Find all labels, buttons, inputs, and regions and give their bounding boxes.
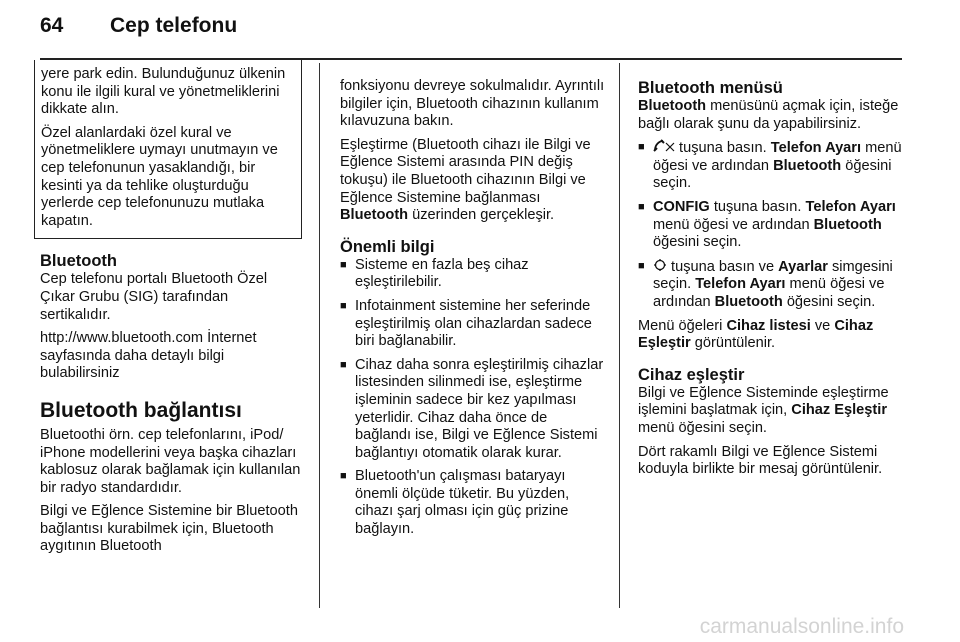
bluetooth-menu-heading: Bluetooth menüsü <box>638 79 783 97</box>
connection-heading: Bluetooth bağlantısı <box>40 398 242 422</box>
page-title: Cep telefonu <box>110 14 238 37</box>
bluetooth-paragraph-1: Cep telefonu portalı Bluetooth Özel Çıkar Grubu (SIG) tarafından sertikalıdır. <box>40 271 268 323</box>
menu-list <box>638 139 903 311</box>
pair-paragraph-1: Bilgi ve Eğlence Sisteminde eşleştirme işlemini başlatmak için, Cihaz Eşleştir menü öğesini seçin. <box>638 384 889 436</box>
column-divider-1 <box>319 63 320 608</box>
note-paragraph-1: yere park edin. Bulunduğunuz ülkenin konu ile ilgili kural ve yönetmeliklerini dikkate alın. <box>41 66 286 118</box>
important-heading: Önemli bilgi <box>340 237 435 256</box>
list-item: ■ CONFIG tuşuna basın. Telefon Ayarı menü öğesi ve ardından Bluetooth öğesini seçin. <box>638 199 903 252</box>
pair-paragraph-2: Dört rakamlı Bilgi ve Eğlence Sistemi koduyla birlikte bir mesaj görüntülenir. <box>638 443 883 478</box>
phone-icon <box>653 140 675 156</box>
list-item: ■ Bluetooth'un çalışması bataryayı önemli ölçüde tüketir. Bu yüzden, cihazı şarj olması için güç prizine bağlayın. <box>340 468 605 538</box>
column-1-body <box>34 251 302 556</box>
connection-paragraph-1: Bluetoothi örn. cep telefonlarını, iPod/ iPhone modellerini veya başka cihazları kablosuz olarak bağlamak için kullanılan bir radyo standardıdır. <box>40 426 301 496</box>
col2-paragraph-1: fonksiyonu devreye sokulmalıdır. Ayrıntılı bilgiler için, Bluetooth cihazının kullanım kılavuzuna bakın. <box>340 78 605 130</box>
page-header <box>40 14 237 38</box>
watermark: carmanualsonline.info <box>699 615 904 638</box>
list-item: ■ tuşuna basın ve Ayarlar simgesini seçin. Telefon Ayarı menü öğesi ve ardından Bluetooth öğesini seçin. <box>638 258 903 312</box>
column-1 <box>34 60 302 562</box>
list-item: ■ Sisteme en fazla beş cihaz eşleştirilebilir. <box>340 257 605 292</box>
list-item: ■ Infotainment sistemine her seferinde eşleştirilmiş olan cihazlardan sadece biri bağlanabilir. <box>340 298 605 351</box>
settings-icon <box>653 259 667 275</box>
menu-paragraph-1: Bluetooth menüsünü açmak için, isteğe bağlı olarak şunu da yapabilirsiniz. <box>638 98 899 132</box>
note-box <box>34 60 302 239</box>
pair-device-heading: Cihaz eşleştir <box>638 365 745 384</box>
list-item: ■ tuşuna basın. Telefon Ayarı menü öğesi ve ardından Bluetooth öğesini seçin. <box>638 139 903 193</box>
connection-paragraph-2: Bilgi ve Eğlence Sistemine bir Bluetooth bağlantısı kurabilmek için, Bluetooth aygıtının Bluetooth <box>40 503 298 555</box>
column-divider-2 <box>619 63 620 608</box>
important-list <box>340 257 605 539</box>
menu-paragraph-2: Menü öğeleri Cihaz listesi ve Cihaz Eşleştir görüntülenir. <box>638 317 874 352</box>
bluetooth-paragraph-2: http://www.bluetooth.com İnternet sayfasında daha detaylı bilgi bulabilirsiniz <box>40 330 257 382</box>
column-3 <box>638 78 903 485</box>
col2-paragraph-2: Eşleştirme (Bluetooth cihazı ile Bilgi ve Eğlence Sistemi arasında PIN değiş tokuşu) ile Bluetooth cihazının Bilgi ve Eğlence Sistemine bağlanması Bluetooth üzerinden gerçekleşir. <box>340 136 591 224</box>
column-2 <box>340 78 605 545</box>
page-number: 64 <box>40 14 64 37</box>
list-item: ■ Cihaz daha sonra eşleştirilmiş cihazlar listesinden silinmedi ise, eşleştirme işleminin sadece bir kez yapılması yeterlidir. Cihaz daha önce de bağlandı ise, Bilgi ve Eğlence Sistemi bağlantıyı otomatik olarak kurar. <box>340 357 605 463</box>
bluetooth-heading: Bluetooth <box>40 252 117 271</box>
note-paragraph-2: Özel alanlardaki özel kural ve yönetmeliklere uymayı unutmayın ve cep telefonunun yasaklandığı, bir kesinti ya da tehlike oluşturduğu yerlerde cep telefonunuzu mutlaka kapatın. <box>41 124 278 229</box>
